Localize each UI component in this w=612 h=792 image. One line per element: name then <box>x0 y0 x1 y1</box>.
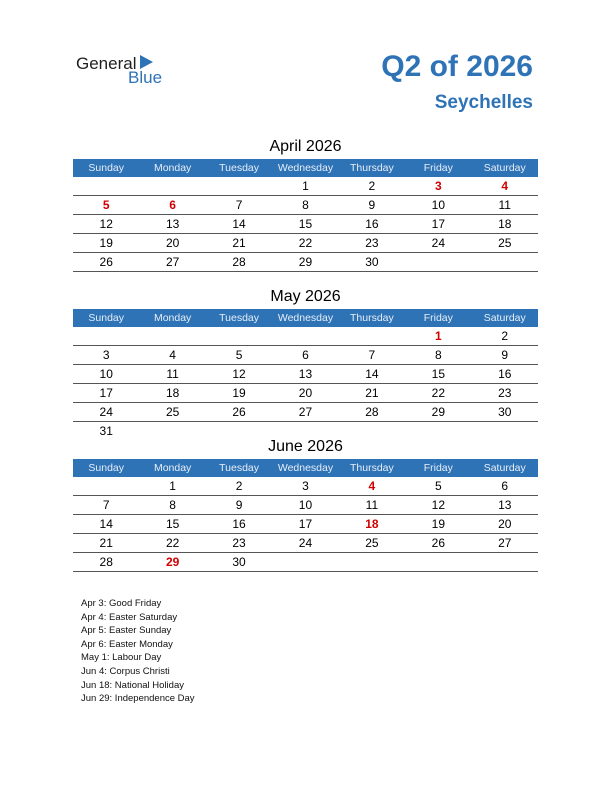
weekday-label: Monday <box>153 162 192 174</box>
month-june <box>73 436 538 572</box>
day-cell <box>73 477 139 495</box>
day-cell: 26 <box>431 536 445 550</box>
country-name: Seychelles <box>434 92 533 113</box>
day-cell: 29 <box>298 255 313 269</box>
day-cell <box>405 253 471 271</box>
day-cell <box>73 327 139 345</box>
day-cell: 25 <box>498 236 512 250</box>
day-cell: 22 <box>165 536 180 550</box>
logo-general-text: General <box>76 54 137 73</box>
weekday-header <box>73 459 538 477</box>
weekday-label: Saturday <box>483 162 526 174</box>
day-cell: 1 <box>302 179 309 193</box>
holiday-note: May 1: Labour Day <box>81 652 162 664</box>
day-cell <box>272 327 338 345</box>
day-cell: 21 <box>365 386 379 400</box>
day-cell: 6 <box>169 198 176 212</box>
weekday-label: Sunday <box>88 162 125 174</box>
day-cell: 15 <box>431 367 445 381</box>
day-cell: 9 <box>501 348 509 362</box>
day-cell: 7 <box>235 198 243 212</box>
day-cell: 1 <box>434 329 442 343</box>
day-cell <box>472 253 538 271</box>
weekday-label: Saturday <box>483 312 526 324</box>
day-cell: 9 <box>235 498 243 512</box>
weekday-label: Tuesday <box>219 312 259 324</box>
week-row <box>73 234 538 253</box>
day-cell: 18 <box>165 386 180 400</box>
day-cell: 17 <box>431 217 445 231</box>
day-cell: 8 <box>302 198 309 212</box>
day-cell: 1 <box>169 479 176 493</box>
weekday-header <box>73 159 538 177</box>
day-cell: 19 <box>431 517 445 531</box>
day-cell: 3 <box>302 479 309 493</box>
month-april <box>73 136 538 272</box>
weekday-label: Sunday <box>88 462 125 474</box>
day-cell <box>272 553 338 571</box>
day-cell: 2 <box>368 179 376 193</box>
day-cell <box>206 327 272 345</box>
day-cell: 28 <box>99 555 113 569</box>
day-cell: 13 <box>298 367 313 381</box>
day-cell: 13 <box>498 498 512 512</box>
day-cell: 21 <box>99 536 113 550</box>
holiday-note: Apr 3: Good Friday <box>81 598 162 609</box>
day-cell: 13 <box>165 217 180 231</box>
day-cell: 12 <box>99 217 113 231</box>
day-cell: 27 <box>165 255 180 269</box>
day-cell: 29 <box>431 405 445 419</box>
day-cell: 8 <box>434 348 442 362</box>
day-cell: 30 <box>498 405 512 419</box>
week-row <box>73 253 538 272</box>
week-row <box>73 177 538 196</box>
weekday-label: Thursday <box>350 162 394 174</box>
day-cell: 28 <box>232 255 246 269</box>
day-cell: 6 <box>302 348 309 362</box>
day-cell: 28 <box>365 405 379 419</box>
day-cell: 9 <box>368 198 376 212</box>
day-cell: 12 <box>431 498 445 512</box>
day-cell: 14 <box>232 217 246 231</box>
day-cell: 7 <box>102 498 110 512</box>
day-cell: 2 <box>235 479 243 493</box>
weekday-label: Thursday <box>350 462 394 474</box>
day-cell: 25 <box>365 536 379 550</box>
week-row <box>73 215 538 234</box>
day-cell: 11 <box>498 198 511 212</box>
month-title: April 2026 <box>269 138 342 155</box>
week-row <box>73 346 538 365</box>
weekday-label: Wednesday <box>277 462 334 474</box>
day-cell: 23 <box>232 536 246 550</box>
day-cell: 6 <box>501 479 509 493</box>
day-cell: 22 <box>298 236 313 250</box>
logo-triangle-icon <box>140 55 153 69</box>
day-cell: 31 <box>99 424 113 438</box>
day-cell: 24 <box>431 236 445 250</box>
logo-blue-text: Blue <box>128 68 163 87</box>
holiday-note: Jun 4: Corpus Christi <box>81 665 170 677</box>
day-cell: 17 <box>298 517 313 531</box>
day-cell: 23 <box>365 236 379 250</box>
day-cell: 8 <box>169 498 176 512</box>
weekday-label: Friday <box>423 312 453 324</box>
day-cell: 5 <box>434 479 442 493</box>
week-row <box>73 365 538 384</box>
day-cell <box>339 553 405 571</box>
day-cell: 4 <box>169 348 176 362</box>
week-row <box>73 327 538 346</box>
weekday-label: Friday <box>423 162 453 174</box>
day-cell: 11 <box>365 498 379 512</box>
day-cell: 29 <box>165 555 180 569</box>
weekday-header <box>73 309 538 327</box>
holiday-notes <box>81 597 195 706</box>
holiday-note: Apr 4: Easter Saturday <box>81 611 178 623</box>
holiday-note: Jun 29: Independence Day <box>81 693 195 705</box>
day-cell: 24 <box>298 536 313 550</box>
day-cell: 10 <box>298 498 313 512</box>
day-cell: 14 <box>99 517 113 531</box>
week-row <box>73 496 538 515</box>
day-cell: 23 <box>498 386 512 400</box>
day-cell: 27 <box>498 536 512 550</box>
weekday-label: Saturday <box>483 462 526 474</box>
week-row <box>73 553 538 572</box>
holiday-note: Apr 6: Easter Monday <box>81 638 173 650</box>
week-row <box>73 477 538 496</box>
day-cell: 15 <box>165 517 180 531</box>
day-cell <box>139 177 205 195</box>
day-cell: 7 <box>368 348 376 362</box>
week-row <box>73 403 538 422</box>
month-title: June 2026 <box>268 438 343 455</box>
day-cell: 10 <box>431 198 445 212</box>
day-cell: 2 <box>501 329 509 343</box>
week-row <box>73 515 538 534</box>
weekday-label: Wednesday <box>277 312 334 324</box>
day-cell: 10 <box>99 367 113 381</box>
weekday-label: Friday <box>423 462 453 474</box>
page-title: Q2 of 2026 <box>381 50 533 83</box>
day-cell: 5 <box>235 348 243 362</box>
month-may <box>73 286 538 440</box>
day-cell <box>339 327 405 345</box>
day-cell: 3 <box>434 179 442 193</box>
day-cell: 24 <box>99 405 113 419</box>
day-cell: 11 <box>166 367 179 381</box>
weekday-label: Wednesday <box>277 162 334 174</box>
day-cell: 18 <box>365 517 379 531</box>
day-cell: 27 <box>298 405 313 419</box>
day-cell: 15 <box>298 217 313 231</box>
week-row <box>73 196 538 215</box>
day-cell: 4 <box>368 479 376 493</box>
day-cell: 20 <box>165 236 180 250</box>
holiday-note: Jun 18: National Holiday <box>81 679 184 691</box>
day-cell: 18 <box>498 217 512 231</box>
day-cell: 14 <box>365 367 379 381</box>
day-cell: 4 <box>501 179 509 193</box>
day-cell <box>472 553 538 571</box>
day-cell: 30 <box>232 555 246 569</box>
day-cell <box>206 177 272 195</box>
week-row <box>73 534 538 553</box>
day-cell: 17 <box>99 386 113 400</box>
logo <box>76 54 176 88</box>
weekday-label: Thursday <box>350 312 394 324</box>
day-cell: 22 <box>431 386 445 400</box>
day-cell <box>139 327 205 345</box>
day-cell: 21 <box>232 236 246 250</box>
weekday-label: Monday <box>153 462 192 474</box>
month-title: May 2026 <box>270 288 341 305</box>
weekday-label: Tuesday <box>219 462 259 474</box>
day-cell: 25 <box>165 405 180 419</box>
weekday-label: Tuesday <box>219 162 259 174</box>
day-cell: 20 <box>298 386 313 400</box>
week-row <box>73 384 538 403</box>
weekday-label: Monday <box>153 312 192 324</box>
day-cell <box>405 553 471 571</box>
day-cell: 19 <box>99 236 113 250</box>
day-cell: 20 <box>498 517 512 531</box>
day-cell: 30 <box>365 255 379 269</box>
weekday-label: Sunday <box>88 312 125 324</box>
day-cell: 16 <box>232 517 246 531</box>
day-cell: 16 <box>498 367 512 381</box>
holiday-note: Apr 5: Easter Sunday <box>81 625 172 637</box>
day-cell: 26 <box>232 405 246 419</box>
day-cell: 19 <box>232 386 246 400</box>
day-cell: 26 <box>99 255 113 269</box>
day-cell: 16 <box>365 217 379 231</box>
day-cell: 5 <box>102 198 110 212</box>
day-cell: 12 <box>232 367 246 381</box>
day-cell <box>73 177 139 195</box>
day-cell: 3 <box>102 348 110 362</box>
